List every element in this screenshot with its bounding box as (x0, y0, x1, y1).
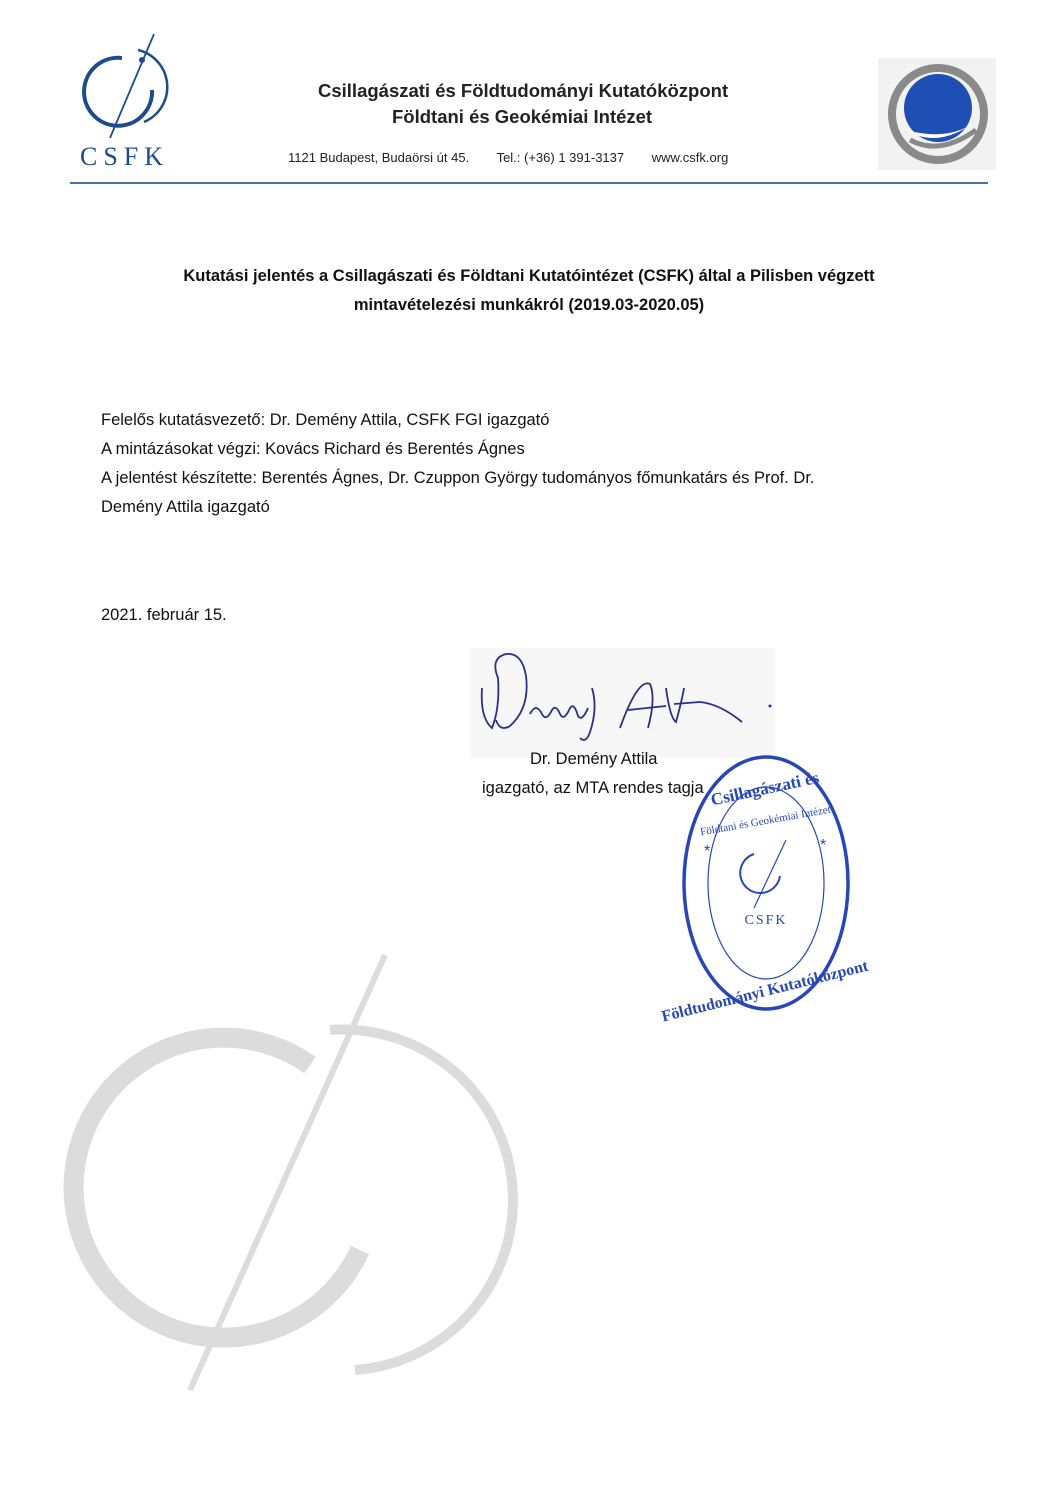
contact-row (288, 150, 752, 165)
csfk-logo (72, 30, 192, 170)
svg-text:Csillagászati és: Csillagászati és (709, 767, 821, 810)
institute-stamp (659, 752, 870, 1026)
signer-title: igazgató, az MTA rendes tagja (482, 779, 704, 797)
csfk-watermark (100, 950, 480, 1400)
svg-text:*: * (704, 843, 711, 860)
signer-name: Dr. Demény Attila (530, 750, 658, 768)
document-title (120, 262, 938, 320)
signature-icon (470, 648, 775, 758)
header-rule (70, 182, 988, 184)
institute-name: Földtani és Geokémiai Intézet (392, 106, 653, 127)
letterhead (0, 0, 1058, 190)
svg-text:*: * (820, 837, 827, 854)
credits-block (101, 406, 941, 522)
credit-line: A jelentést készítette: Berentés Ágnes, Dr. Czuppon György tudományos főmunkatárs és Prof. Dr. (101, 469, 815, 487)
institute-globe-logo (878, 58, 996, 170)
document-date: 2021. február 15. (101, 606, 227, 624)
csfk-logo-text: CSFK (80, 142, 170, 171)
credit-line: Demény Attila igazgató (101, 498, 270, 516)
globe-logo-icon (878, 58, 996, 170)
svg-text:CSFK: CSFK (744, 913, 788, 928)
csfk-logo-emblem-icon (82, 30, 172, 140)
handwritten-signature (470, 648, 775, 758)
credit-line: Felelős kutatásvezető: Dr. Demény Attila, CSFK FGI igazgató (101, 411, 550, 429)
org-name: Csillagászati és Földtudományi Kutatóközpont (318, 80, 729, 101)
credit-line: A mintázásokat végzi: Kovács Richard és Berentés Ágnes (101, 440, 525, 458)
phone: Tel.: (+36) 1 391-3137 (496, 150, 625, 165)
stamp-seal-icon (659, 752, 870, 1026)
website: www.csfk.org (651, 150, 729, 165)
title-line-2: mintavételezési munkákról (2019.03-2020.05) (353, 296, 705, 314)
svg-text:Földtani és Geokémiai Intézet: Földtani és Geokémiai Intézet (699, 803, 832, 839)
svg-text:Földtudományi Kutatóközpont: Földtudományi Kutatóközpont (659, 957, 870, 1026)
address: 1121 Budapest, Budaörsi út 45. (288, 150, 470, 165)
watermark-emblem-icon (100, 950, 480, 1400)
title-line-1: Kutatási jelentés a Csillagászati és Földtani Kutatóintézet (CSFK) által a Pilisben végzett (183, 267, 875, 285)
